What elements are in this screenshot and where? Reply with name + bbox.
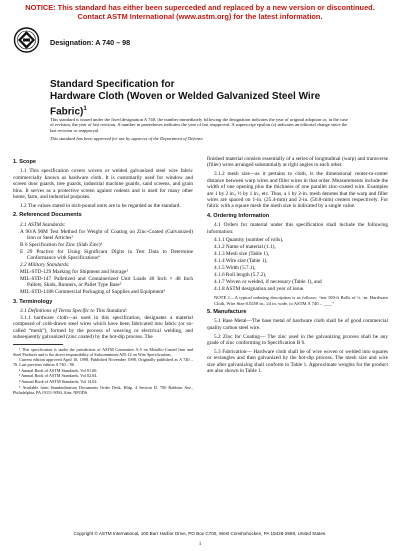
footnote-3: ³ Annual Book of ASTM Standards, Vol 02.04. <box>19 373 98 379</box>
left-column <box>13 156 193 395</box>
title-line-2: Hardware Cloth (Woven or Welded Galvanized Steel Wire <box>50 91 321 102</box>
ordering-item: 4.1.3 Mesh size (Table 1), <box>214 251 270 258</box>
section-heading-ordering-information: 4. Ordering Information <box>207 212 270 219</box>
footnote-divider <box>13 344 63 345</box>
ref-mil-std-147: MIL-STD-147 Palletized and Containerized Unit Loads 40 Inch × 48 Inch Pallets, Skids, Runners, or Pallet Type Base⁵ <box>20 276 193 289</box>
ref-e29: E 29 Practice for Using Significant Digits in Test Data to Determine Conformance with Specifications⁴ <box>20 248 193 262</box>
para-1-1: 1.1 This specification covers woven or welded galvanized steel wire fabric commercially known as hardware cloth. It is customarily used for window and screen door guards, tree guards, industrial machine guards, sand screens, and grain bins. It serves as a protective screen against rodents and is used for many other home, farm, and industrial purposes. <box>13 168 193 201</box>
para-4-1: 4.1 Orders for material under this specification shall include the following information: <box>207 222 388 235</box>
military-standards-label: 2.2 Military Standards: <box>20 262 70 269</box>
para-3-1-1-cont: finished material consists essentially of a series of longitudinal (warp) and transverse (filler) wires arranged substantially at right angles to each other. <box>207 156 388 169</box>
footnote-1-edition: Current edition approved April 10, 1998. Published November 1998. Originally published as A 740 – 76. Last previous edition A 740 – 96. <box>13 357 193 368</box>
ordering-item: 4.1.6 Roll length (5.7.2), <box>214 272 267 278</box>
section-heading-terminology: 3. Terminology <box>13 298 53 305</box>
ref-mil-std-1188: MIL-STD-1188 Commercial Packaging of Supplies and Equipment⁵ <box>20 289 166 296</box>
ref-mil-std-129: MIL-STD-129 Marking for Shipment and Storage⁵ <box>20 269 129 276</box>
copyright-footer: Copyright © ASTM International, 100 Barr Harbor Drive, PO Box C700, West Conshohocken, PA 19428-2959, United States. <box>73 531 327 536</box>
supersession-notice <box>0 3 400 21</box>
astm-logo <box>13 26 40 56</box>
para-5-3: 5.3 Fabrication— Hardware cloth shall be of wire woven or welded into squares or rectangles and then galvanized by the hot-dip process. The mesh size and wire size after galvanizing shall conform to Table 1. Approximate weights for the product are also shown in Table 1. <box>207 349 388 375</box>
footnote-1: ¹ This specification is under the jurisdiction of ASTM Committee A-5 on Metallic-Coated Iron and Steel Products and is the direct responsibility of Subcommittee A05.12 on Wire Specifications. <box>13 346 193 357</box>
para-3-1-1: 3.1.1 hardware cloth—as used in this specification, designates a material composed of cold-drawn steel wires which have been fabricated into fabric (or so-called “mesh”), formed by the process of weaving or electrical welding, and subsequently galvanized (zinc coated) by the hot-dip process. The <box>13 315 193 341</box>
section-heading-referenced-documents: 2. Referenced Documents <box>13 212 82 219</box>
ref-b6: B 6 Specification for Zinc (Slab Zinc)³ <box>20 241 103 248</box>
para-3-1-2: 3.1.2 mesh size—as it pertains to cloth, is the dimensional center-to-center distance between warp wires and filler wires in that order. Measurements include the width of one opening plus the thickness of one parallel zinc-coated wire. Examples are 1 by 2 in., ½ by 1 in., etc. Thus, a 1 by 2-in. mesh denotes that the warp and filler wires are spaced on 1-in. (25.4-mm) and 2-in. (50.8-mm) centers respectively. For fabric with a square mesh the mesh size is indicated by a single value. <box>207 171 388 210</box>
ordering-item: 4.1.7 Woven or welded, if necessary (Table 1), and <box>214 278 322 285</box>
ordering-item: 4.1.1 Quantity (number of rolls), <box>214 237 284 244</box>
section-heading-manufacture: 5. Manufacture <box>207 309 247 316</box>
ordering-item: 4.1.2 Name of material (1.1), <box>214 244 276 251</box>
footnote-4: ⁴ Annual Book of ASTM Standards, Vol 14.02. <box>19 379 98 385</box>
notice-line-2: Contact ASTM International (www.astm.org) for the latest information. <box>77 12 323 21</box>
note-1 <box>207 295 388 306</box>
issuance-note <box>50 117 350 145</box>
issuance-paragraph: This standard is issued under the fixed designation A 740; the number immediately following the designation indicates the year of original adoption or, in the case of revision, the year of last revision. A number in parentheses indicates the year of last reapproval. A superscript epsilon (ε) indicates an editorial change since the last revision or reapproval. <box>50 117 348 133</box>
footnote-2: ² Annual Book of ASTM Standards, Vol 01.06. <box>19 367 98 373</box>
para-5-1: 5.1 Base Metal—The base metal of hardware cloth shall be of good commercial quality carbon steel wire. <box>207 318 388 331</box>
astm-standards-label: 2.1 ASTM Standards: <box>20 221 66 228</box>
designation: Designation: A 740 – 98 <box>50 38 131 47</box>
para-1-2: 1.2 The values stated in inch-pound units are to be regarded as the standard. <box>20 202 181 209</box>
page-number: 1 <box>198 541 202 547</box>
title-footnote-mark: 1 <box>83 106 87 112</box>
definitions-label: 3.1 Definitions of Terms Specific to This Standard: <box>20 308 128 315</box>
document-title <box>50 79 370 118</box>
footnote-5: ⁵ Available from Standardization Documents Order Desk, Bldg. 4 Section D, 700 Robbins Ave., Philadelphia, PA 19111-5094, Attn: NPODS. <box>13 384 193 395</box>
title-line-3-text: Fabric) <box>50 106 84 118</box>
note-1-text: NOTE 1—A typical ordering description is as follows: “ten 100-ft Rolls of ¼ -in. Hardware Cloth, Wire Size 0.0258 in., 24 in. wide, to ASTM A 740 – ____” <box>214 295 388 306</box>
ref-a90: A 90/A 90M Test Method for Weight of Coating on Zinc-Coated (Galvanized) Iron or Steel Articles² <box>20 228 193 242</box>
right-column <box>207 156 388 377</box>
notice-line-1: NOTICE: This standard has either been superceded and replaced by a new version or discontinued. <box>25 3 375 12</box>
para-5-2: 5.2 Zinc for Coating— The zinc used in the galvanizing process shall be any grade of zinc conforming to Specification B 6. <box>207 333 388 347</box>
section-heading-scope: 1. Scope <box>13 159 37 165</box>
dod-approval-note: This standard has been approved for use by agencies of the Department of Defense. <box>50 136 204 142</box>
ordering-item: 4.1.5 Width (5.7.1), <box>214 265 256 272</box>
title-line-1: Standard Specification for <box>50 79 175 90</box>
ordering-item: 4.1.8 ASTM designation and year of issue. <box>214 285 305 292</box>
ordering-item: 4.1.4 Wire size (Table 1), <box>214 258 268 265</box>
